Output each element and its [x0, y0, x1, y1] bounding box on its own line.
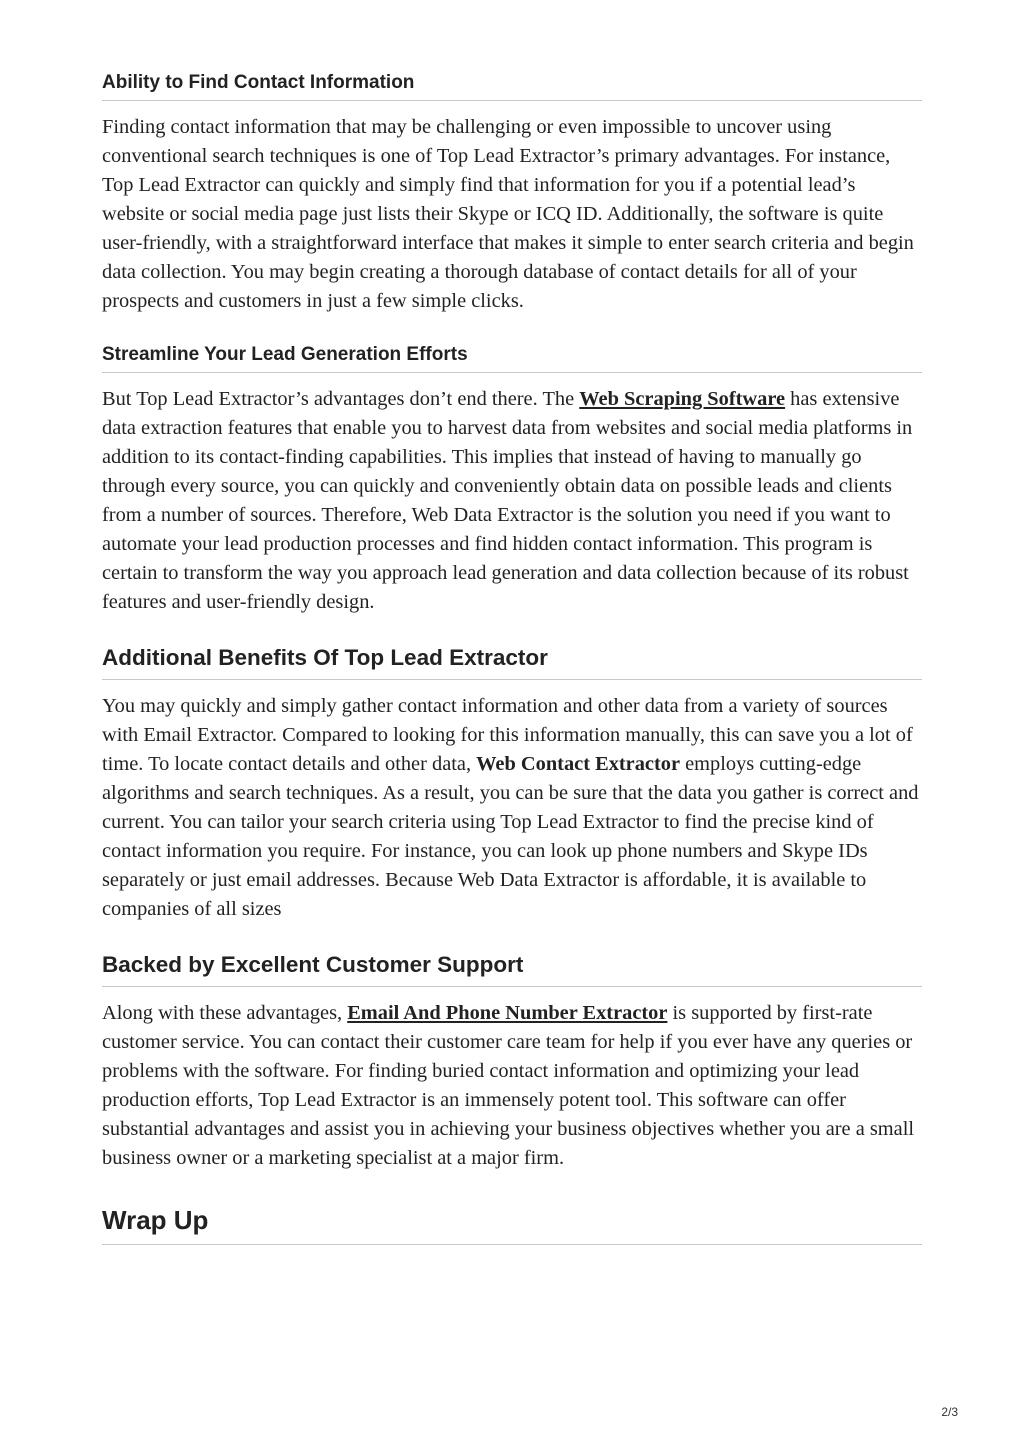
document-page [102, 72, 922, 1245]
paragraph-additional-benefits [102, 692, 922, 924]
paragraph-text: But Top Lead Extractor’s advantages don’t end there. The [102, 388, 580, 410]
heading-streamline: Streamline Your Lead Generation Efforts [102, 344, 922, 373]
heading-customer-support: Backed by Excellent Customer Support [102, 952, 922, 987]
heading-additional-benefits: Additional Benefits Of Top Lead Extractor [102, 645, 922, 680]
web-contact-extractor-bold: Web Contact Extractor [476, 753, 681, 775]
email-phone-extractor-link[interactable]: Email And Phone Number Extractor [347, 1002, 668, 1024]
heading-ability: Ability to Find Contact Information [102, 72, 922, 101]
web-scraping-software-link[interactable]: Web Scraping Software [579, 388, 786, 410]
paragraph-customer-support [102, 999, 922, 1173]
paragraph-ability: Finding contact information that may be challenging or even impossible to uncover using conventional search techniques is one of Top Lead Extractor’s primary advantages. For instance, Top Lead Extractor can quickly and simply find that information for you if a potential lead’s website or social media page just lists their Skype or ICQ ID. Additionally, the software is quite user-friendly, with a straightforward interface that makes it simple to enter search criteria and begin data collection. You may begin creating a thorough database of contact details for all of your prospects and customers in just a few simple clicks. [102, 116, 914, 312]
paragraph-text: employs cutting-edge algorithms and search techniques. As a result, you can be sure that the data you gather is correct and current. You can tailor your search criteria using Top Lead Extractor to find the precise kind of contact information you require. For instance, you can look up phone numbers and Skype IDs separately or just email addresses. Because Web Data Extractor is affordable, it is available to companies of all sizes [102, 753, 919, 920]
paragraph-text: Along with these advantages, [102, 1002, 348, 1024]
paragraph-text: has extensive data extraction features that enable you to harvest data from websites and social media platforms in addition to its contact-finding capabilities. This implies that instead of having to manually go through every source, you can quickly and conveniently obtain data on possible leads and clients from a number of sources. Therefore, Web Data Extractor is the solution you need if you want to automate your lead production processes and find hidden contact information. This program is certain to transform the way you approach lead generation and data collection because of its robust features and user-friendly design. [102, 388, 913, 613]
heading-wrap-up: Wrap Up [102, 1205, 922, 1245]
paragraph-text: is supported by first-rate customer service. You can contact their customer care team for help if you ever have any queries or problems with the software. For finding buried contact information and optimizing your lead production efforts, Top Lead Extractor is an immensely potent tool. This software can offer substantial advantages and assist you in achieving your business objectives whether you are a small business owner or a marketing specialist at a major firm. [102, 1002, 915, 1169]
paragraph-text: You may quickly and simply gather contact information and other data from a variety of sources with Email Extractor. Compared to looking for this information manually, this can save you a lot of time. To locate contact details and other data, [102, 695, 913, 775]
paragraph-streamline [102, 385, 922, 617]
page-number: 2/3 [941, 1405, 958, 1419]
